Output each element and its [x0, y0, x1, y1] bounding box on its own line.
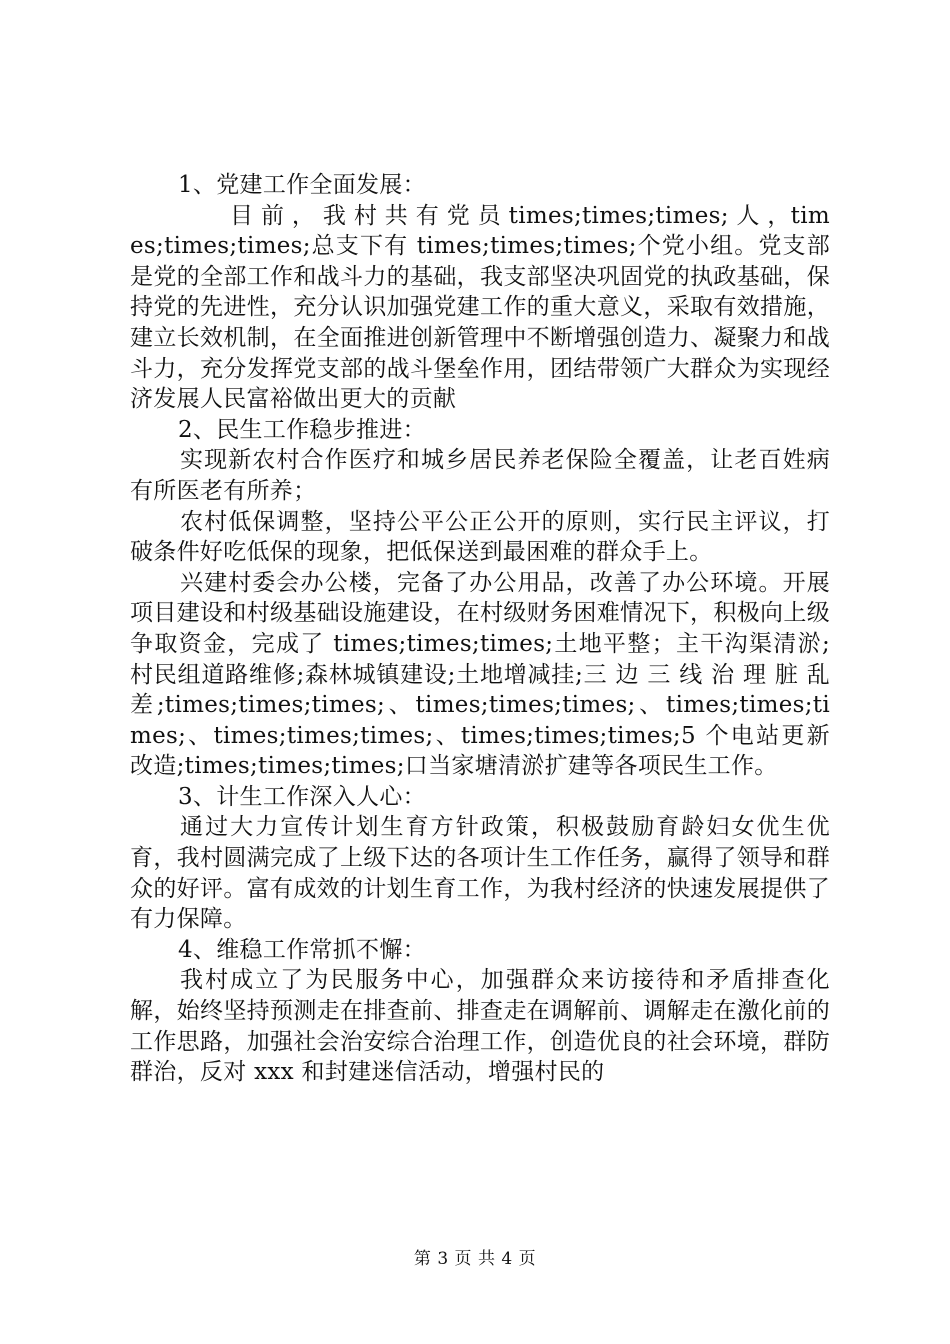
- section-4-heading: 4、维稳工作常抓不懈：: [178, 936, 426, 963]
- section-2-paragraph-2: 农村低保调整，坚持公平公正公开的原则，实行民主评议，打破条件好吃低保的现象，把低保送到最困难的群众手上。: [130, 508, 830, 566]
- page-footer: 第 3 页 共 4 页: [413, 1249, 537, 1269]
- section-4-paragraph: 我村成立了为民服务中心，加强群众来访接待和矛盾排查化解，始终坚持预测走在排查前、排查走在调解前、调解走在激化前的工作思路，加强社会治安综合治理工作，创造优良的社会环境，群防群治，反对 xxx 和封建迷信活动，增强村民的: [130, 967, 830, 1086]
- section-2-paragraph-3-part-2: 差;times;times;times;、times;times;times;、times;times;times;、times;times;times;、times;times;times;5 个电站更新改造;times;times;times;口当家塘清淤扩建等各项民生工作。: [130, 692, 830, 780]
- section-1-paragraph: 目 前 ， 我 村 共 有 党 员 times;times;times; 人 ，times;times;times;总支下有 times;times;times;个党小组。党支部是党的全部工作和战斗力的基础，我支部坚决巩固党的执政基础，保持党的先进性，充分认识加强党建工作的重大意义，采取有效措施，建立长效机制，在全面推进创新管理中不断增强创造力、凝聚力和战斗力，充分发挥党支部的战斗堡垒作用，团结带领广大群众为实现经济发展人民富裕做出更大的贡献: [130, 202, 830, 413]
- section-1-heading: 1、党建工作全面发展：: [178, 172, 426, 198]
- section-3-paragraph: 通过大力宣传计划生育方针政策，积极鼓励育龄妇女优生优育，我村圆满完成了上级下达的各项计生工作任务，赢得了领导和群众的好评。富有成效的计划生育工作，为我村经济的快速发展提供了有力保障。: [130, 814, 830, 933]
- section-3-heading: 3、计生工作深入人心：: [178, 783, 426, 810]
- document-body: [130, 170, 830, 1088]
- section-2-heading: 2、民生工作稳步推进：: [178, 416, 426, 443]
- section-2-paragraph-1: 实现新农村合作医疗和城乡居民养老保险全覆盖，让老百姓病有所医老有所养；: [130, 447, 830, 504]
- section-2-paragraph-3-part-1: 兴建村委会办公楼，完备了办公用品，改善了办公环境。开展项目建设和村级基础设施建设，在村级财务困难情况下，积极向上级争取资金，完成了 times;times;times;土地平整；主干沟渠清淤;村民组道路维修;森林城镇建设;土地增减挂;三 边 三 线 治 理 脏 乱: [130, 569, 830, 688]
